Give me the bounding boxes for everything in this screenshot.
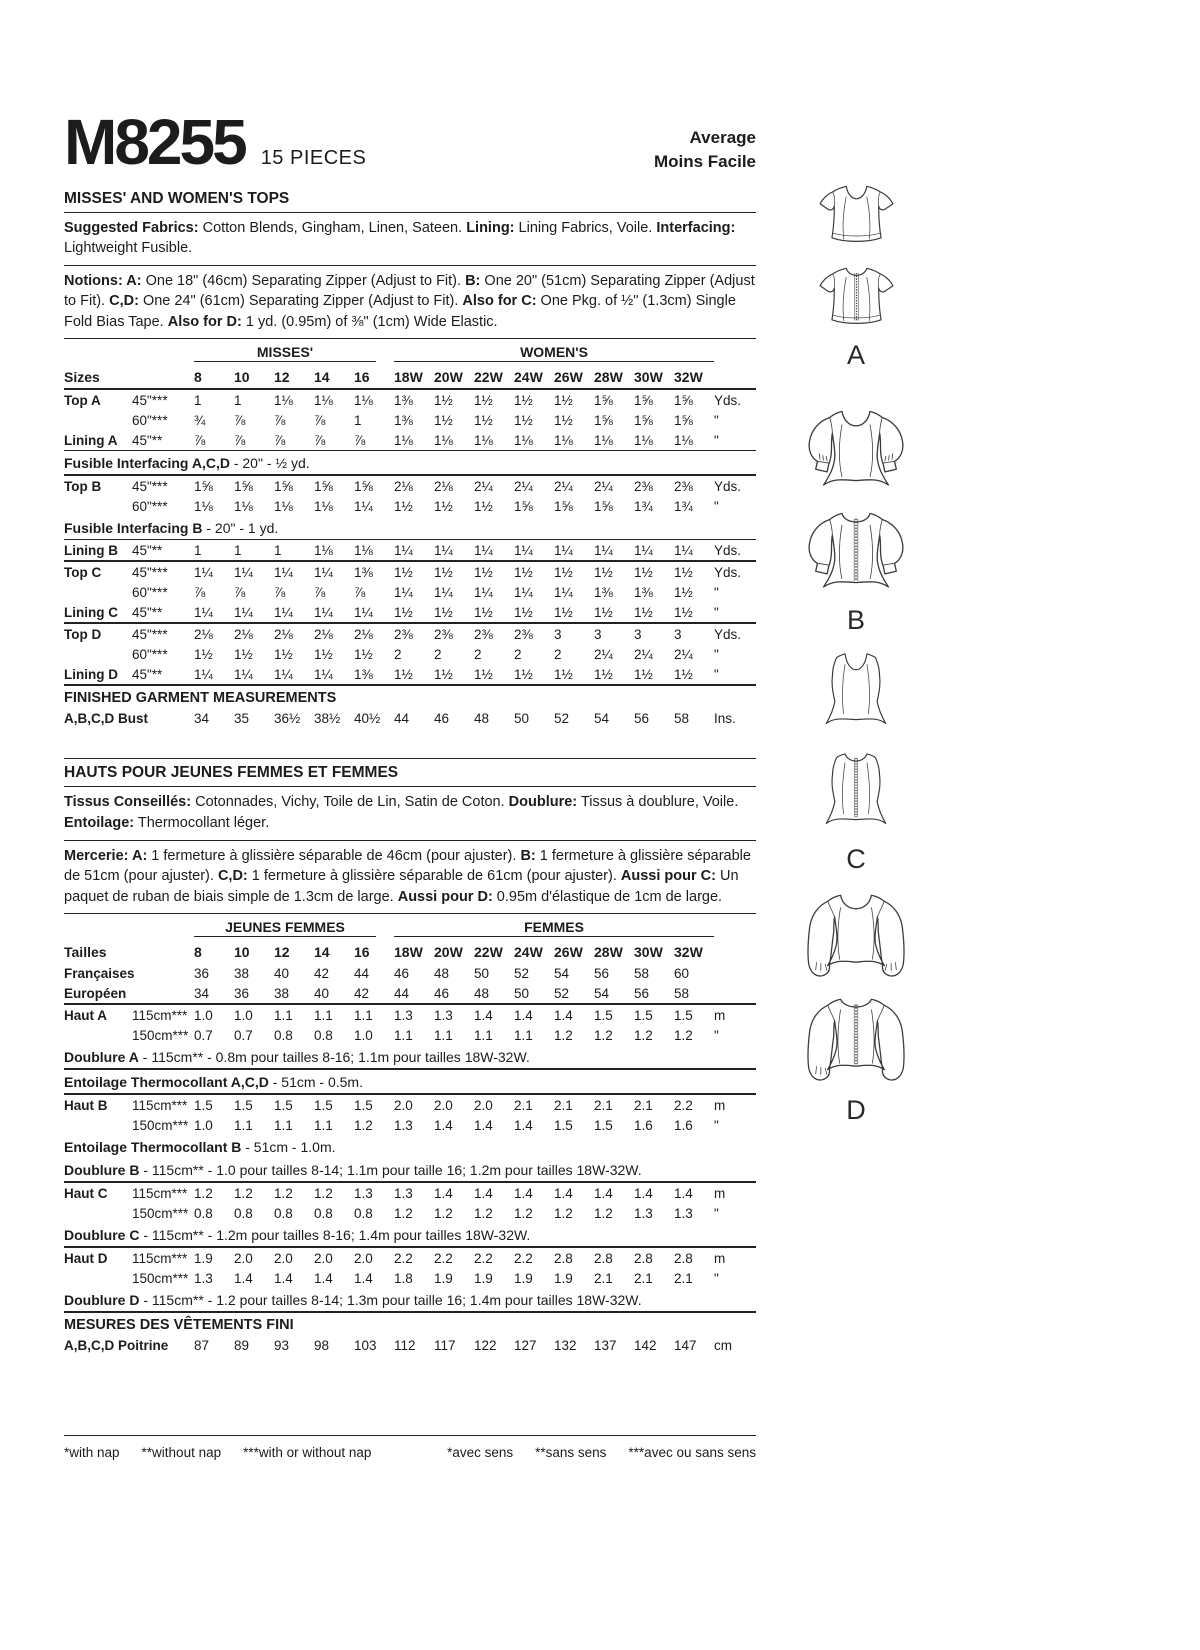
- top-b-front-illustration: [794, 407, 918, 499]
- view-b-label: B: [846, 605, 865, 635]
- size-column-header: 18W: [394, 369, 423, 386]
- view-a-label: A: [846, 340, 865, 370]
- piece-count: 15 PIECES: [260, 147, 367, 169]
- size-column-header: 22W: [474, 944, 503, 961]
- group-header-row: [64, 341, 756, 364]
- size-column-header: 28W: [594, 369, 623, 386]
- footnote-item: ***with or without nap: [243, 1445, 372, 1461]
- sizes-label: Sizes: [64, 369, 100, 386]
- interfacing-note-b: [64, 516, 756, 540]
- note-label: Entoilage:: [64, 815, 135, 832]
- yardage-row: A,B,C,D Bust 34 35 36½ 38½ 40½ 44 46 48 50 52 54 56 58 Ins.: [64, 710, 736, 726]
- masthead-left: [64, 106, 367, 178]
- yardage-row: 60"*** 1½ 1½ 1½ 1½ 1½ 2 2 2 2 2 2¼ 2¼ 2¼ ": [132, 646, 719, 662]
- yardage-row: Européen 34 36 38 40 42 44 46 48 50 52 54 56 58: [64, 985, 690, 1001]
- top-d-front-illustration: [790, 891, 922, 987]
- poitrine-row: [64, 1335, 756, 1355]
- yardage-row: 60"*** ¾ ⅞ ⅞ ⅞ 1 1⅜ 1½ 1½ 1½ 1½ 1⅝ 1⅝ 1⅝ ": [132, 412, 719, 428]
- doublure-c-note: [64, 1223, 756, 1247]
- size-column-header: 30W: [634, 369, 663, 386]
- note-label: Interfacing:: [656, 219, 736, 236]
- yardage-row: 60"*** 1⅛ 1⅛ 1⅛ 1⅛ 1¼ 1½ 1½ 1½ 1⅝ 1⅝ 1⅝ 1¾ 1¾ ": [132, 498, 719, 514]
- yardage-row: Top B 45"*** 1⅝ 1⅝ 1⅝ 1⅝ 1⅝ 2⅛ 2⅛ 2¼ 2¼ 2¼ 2¼ 2⅜ 2⅜ Yds.: [64, 478, 742, 494]
- footnotes-english: [64, 1445, 371, 1460]
- finished-measurements-header: FINISHED GARMENT MEASUREMENTS: [64, 690, 337, 707]
- note-label: Aussi pour C:: [620, 868, 716, 885]
- group-header-row: [64, 916, 756, 939]
- size-column-header: 32W: [674, 369, 703, 386]
- yardage-row: 150cm*** 1.0 1.1 1.1 1.1 1.2 1.3 1.4 1.4 1.4 1.5 1.5 1.6 1.6 ": [132, 1117, 719, 1133]
- top-a-front-illustration: [809, 182, 904, 254]
- size-column-header: 22W: [474, 369, 503, 386]
- yardage-row: Top D 45"*** 2⅛ 2⅛ 2⅛ 2⅛ 2⅛ 2⅜ 2⅜ 2⅜ 2⅜ 3 3 3 3 Yds.: [64, 626, 742, 642]
- yardage-row: Top C 45"*** 1¼ 1¼ 1¼ 1¼ 1⅜ 1½ 1½ 1½ 1½ 1½ 1½ 1½ 1½ Yds.: [64, 564, 742, 580]
- masthead: [64, 106, 756, 178]
- note-label: Doublure D: [64, 1291, 140, 1308]
- footnote-item: **without nap: [141, 1445, 222, 1461]
- top-d-back-illustration: [790, 995, 922, 1091]
- womens-group-header: WOMEN'S: [394, 344, 714, 362]
- doublure-a-note: [64, 1045, 756, 1069]
- haut-c-rows: [64, 1182, 756, 1223]
- note-text: Tissus à doublure, Voile.: [577, 794, 739, 811]
- size-column-header: 24W: [514, 944, 543, 961]
- size-column-header: 16: [354, 369, 370, 386]
- note-label: Doublure A: [64, 1048, 139, 1065]
- note-label: Fusible Interfacing B: [64, 519, 203, 536]
- garment-views-column: [778, 150, 934, 1126]
- note-text: 1 fermeture à glissière séparable de 61cm (pour ajuster).: [247, 868, 621, 885]
- size-column-header: 10: [234, 944, 250, 961]
- bust-row: [64, 708, 756, 728]
- difficulty-rating: [654, 112, 756, 174]
- note-text: One 18" (46cm) Separating Zipper (Adjust to Fit).: [141, 272, 466, 289]
- size-column-header: 16: [354, 944, 370, 961]
- note-text: - 115cm** - 1.2m pour tailles 8-16; 1.4m pour tailles 18W-32W.: [139, 1226, 531, 1243]
- yardage-row: 150cm*** 0.7 0.7 0.8 0.8 1.0 1.1 1.1 1.1 1.1 1.2 1.2 1.2 1.2 ": [132, 1027, 719, 1043]
- english-table-head: [64, 341, 756, 389]
- footnotes: [64, 1435, 756, 1460]
- sizes-header-row: [64, 364, 756, 389]
- difficulty-english: Average: [689, 128, 756, 147]
- size-column-header: 14: [314, 369, 330, 386]
- note-label: B:: [465, 272, 481, 289]
- note-label: Tissus Conseillés:: [64, 794, 192, 811]
- note-text: - 51cm - 1.0m.: [241, 1138, 336, 1155]
- note-text: - 115cm** - 0.8m pour tailles 8-16; 1.1m pour tailles 18W-32W.: [138, 1048, 530, 1065]
- note-label: Mercerie: A:: [64, 847, 148, 864]
- note-text: One Pkg. of ½" (1.3cm) Single Fold Bias Tape.: [64, 293, 736, 330]
- footnotes-french: [447, 1445, 756, 1460]
- femmes-group-header: FEMMES: [394, 919, 714, 937]
- note-text: Cotton Blends, Gingham, Linen, Sateen.: [198, 219, 467, 236]
- yardage-row: Haut D 115cm*** 1.9 2.0 2.0 2.0 2.0 2.2 2.2 2.2 2.2 2.8 2.8 2.8 2.8 m: [64, 1250, 726, 1266]
- top-a-back-illustration: [809, 264, 904, 336]
- note-label: Suggested Fabrics:: [64, 219, 199, 236]
- size-column-header: 26W: [554, 369, 583, 386]
- view-d-label: D: [846, 1095, 866, 1125]
- size-column-header: 14: [314, 944, 330, 961]
- top-c-back-illustration: [813, 750, 899, 840]
- doublure-d-note: [64, 1288, 756, 1312]
- french-section-title: HAUTS POUR JEUNES FEMMES ET FEMMES: [64, 758, 756, 787]
- tailles-header-row: [64, 939, 756, 963]
- top-c-front-illustration: [813, 650, 899, 740]
- french-fabrics-paragraph: [64, 792, 756, 840]
- note-text: One 24" (61cm) Separating Zipper (Adjust to Fit).: [138, 293, 463, 310]
- difficulty-french: Moins Facile: [653, 151, 756, 171]
- english-yardage-table: [64, 341, 756, 728]
- note-label: Fusible Interfacing A,C,D: [64, 454, 230, 471]
- top-b-rows: [64, 475, 756, 516]
- view-c-label: C: [846, 844, 866, 874]
- top-c-rows: [64, 561, 756, 623]
- misses-group-header: MISSES': [194, 344, 376, 362]
- note-text: 1 fermeture à glissière séparable de 46cm (pour ajuster).: [147, 847, 521, 864]
- footnote-item: *avec sens: [447, 1445, 514, 1461]
- size-column-header: 26W: [554, 944, 583, 961]
- interfacing-note-acd: [64, 451, 756, 476]
- size-column-header: 8: [194, 369, 202, 386]
- haut-d-rows: [64, 1247, 756, 1288]
- yardage-row: Lining C 45"** 1¼ 1¼ 1¼ 1¼ 1¼ 1½ 1½ 1½ 1½ 1½ 1½ 1½ 1½ ": [64, 604, 719, 620]
- note-text: Lightweight Fusible.: [64, 240, 193, 257]
- note-text: Cotonnades, Vichy, Toile de Lin, Satin de Coton.: [191, 794, 509, 811]
- size-column-header: 24W: [514, 369, 543, 386]
- note-text: 1 yd. (0.95m) of ⅜" (1cm) Wide Elastic.: [241, 313, 498, 330]
- haut-b-rows: [64, 1094, 756, 1135]
- top-d-rows: [64, 623, 756, 685]
- jeunes-femmes-group-header: JEUNES FEMMES: [194, 919, 376, 937]
- note-label: Entoilage Thermocollant B: [64, 1138, 242, 1155]
- size-column-header: 12: [274, 944, 290, 961]
- french-size-equivalents: [64, 963, 756, 1004]
- size-column-header: 28W: [594, 944, 623, 961]
- note-label: Notions: A:: [64, 272, 142, 289]
- note-text: - 115cm** - 1.2 pour tailles 8-14; 1.3m pour taille 16; 1.4m pour tailles 18W-32W.: [139, 1291, 642, 1308]
- footnote-item: **sans sens: [535, 1445, 607, 1461]
- top-b-back-illustration: [794, 509, 918, 601]
- note-text: Un paquet de ruban de biais simple de 1.3cm de large.: [64, 868, 739, 905]
- entoilage-acd-note: [64, 1069, 756, 1094]
- note-text: 1 fermeture à glissière séparable de 51cm (pour ajuster).: [64, 847, 751, 885]
- footnote-item: *with nap: [64, 1445, 120, 1461]
- note-label: Lining:: [466, 219, 515, 236]
- note-label: Doublure B: [64, 1161, 140, 1178]
- pattern-number: M8255: [64, 106, 245, 178]
- note-text: - 20" - ½ yd.: [229, 454, 310, 471]
- main-column: [64, 106, 756, 1461]
- yardage-row: Haut C 115cm*** 1.2 1.2 1.2 1.2 1.3 1.3 1.4 1.4 1.4 1.4 1.4 1.4 1.4 m: [64, 1185, 726, 1201]
- yardage-row: A,B,C,D Poitrine 87 89 93 98 103 112 117 122 127 132 137 142 147 cm: [64, 1337, 733, 1353]
- top-a-rows: [64, 389, 756, 451]
- yardage-row: Lining D 45"** 1¼ 1¼ 1¼ 1¼ 1⅜ 1½ 1½ 1½ 1½ 1½ 1½ 1½ 1½ ": [64, 666, 719, 682]
- english-notions-paragraph: [64, 271, 756, 340]
- size-column-header: 10: [234, 369, 250, 386]
- note-text: - 115cm** - 1.0 pour tailles 8-14; 1.1m pour taille 16; 1.2m pour tailles 18W-32W.: [139, 1161, 642, 1178]
- note-label: C,D:: [217, 868, 248, 885]
- size-column-header: 8: [194, 944, 202, 961]
- yardage-row: Haut A 115cm*** 1.0 1.0 1.1 1.1 1.1 1.3 1.3 1.4 1.4 1.4 1.5 1.5 1.5 m: [64, 1007, 726, 1023]
- yardage-row: Lining A 45"** ⅞ ⅞ ⅞ ⅞ ⅞ 1⅛ 1⅛ 1⅛ 1⅛ 1⅛ 1⅛ 1⅛ 1⅛ ": [64, 432, 719, 448]
- note-text: One 20" (51cm) Separating Zipper (Adjust to Fit).: [64, 272, 755, 310]
- yardage-row: Françaises 36 38 40 42 44 46 48 50 52 54 56 58 60: [64, 965, 690, 981]
- note-text: Thermocollant léger.: [134, 815, 270, 832]
- yardage-row: Top A 45"*** 1 1 1⅛ 1⅛ 1⅛ 1⅜ 1½ 1½ 1½ 1½ 1⅝ 1⅝ 1⅝ Yds.: [64, 392, 742, 408]
- note-text: Lining Fabrics, Voile.: [514, 219, 657, 236]
- lining-b-rows: [64, 540, 756, 562]
- english-section-title: MISSES' AND WOMEN'S TOPS: [64, 190, 756, 213]
- doublure-b-note: [64, 1158, 756, 1182]
- english-fabrics-paragraph: [64, 218, 756, 266]
- note-label: Entoilage Thermocollant A,C,D: [64, 1073, 269, 1090]
- note-label: Doublure:: [508, 794, 578, 811]
- french-yardage-table: [64, 916, 756, 1355]
- french-notions-paragraph: [64, 846, 756, 915]
- size-column-header: 32W: [674, 944, 703, 961]
- yardage-row: 60"*** ⅞ ⅞ ⅞ ⅞ ⅞ 1¼ 1¼ 1¼ 1¼ 1¼ 1⅜ 1⅜ 1½ ": [132, 584, 719, 600]
- note-label: Aussi pour D:: [397, 888, 493, 905]
- yardage-row: 150cm*** 0.8 0.8 0.8 0.8 0.8 1.2 1.2 1.2 1.2 1.2 1.2 1.3 1.3 ": [132, 1205, 719, 1221]
- note-label: B:: [520, 847, 536, 864]
- size-column-header: 30W: [634, 944, 663, 961]
- haut-a-rows: [64, 1004, 756, 1045]
- note-text: - 20" - 1 yd.: [202, 519, 279, 536]
- mesures-fini-header: MESURES DES VÊTEMENTS FINI: [64, 1317, 294, 1334]
- size-column-header: 12: [274, 369, 290, 386]
- note-label: Also for D:: [167, 313, 242, 330]
- footnote-item: ***avec ou sans sens: [628, 1445, 756, 1461]
- tailles-label: Tailles: [64, 944, 107, 961]
- note-label: Doublure C: [64, 1226, 140, 1243]
- yardage-row: 150cm*** 1.3 1.4 1.4 1.4 1.4 1.8 1.9 1.9 1.9 1.9 2.1 2.1 2.1 ": [132, 1270, 719, 1286]
- entoilage-b-note: [64, 1135, 756, 1158]
- yardage-row: Lining B 45"** 1 1 1 1⅛ 1⅛ 1¼ 1¼ 1¼ 1¼ 1¼ 1¼ 1¼ 1¼ Yds.: [64, 542, 742, 558]
- yardage-row: Haut B 115cm*** 1.5 1.5 1.5 1.5 1.5 2.0 2.0 2.0 2.1 2.1 2.1 2.1 2.2 m: [64, 1097, 726, 1113]
- note-label: Also for C:: [462, 293, 537, 310]
- size-column-header: 20W: [434, 369, 463, 386]
- note-text: 0.95m d'élastique de 1cm de large.: [492, 888, 723, 905]
- note-text: - 51cm - 0.5m.: [268, 1073, 363, 1090]
- french-table-head: [64, 916, 756, 963]
- size-column-header: 18W: [394, 944, 423, 961]
- size-column-header: 20W: [434, 944, 463, 961]
- note-label: C,D:: [109, 293, 139, 310]
